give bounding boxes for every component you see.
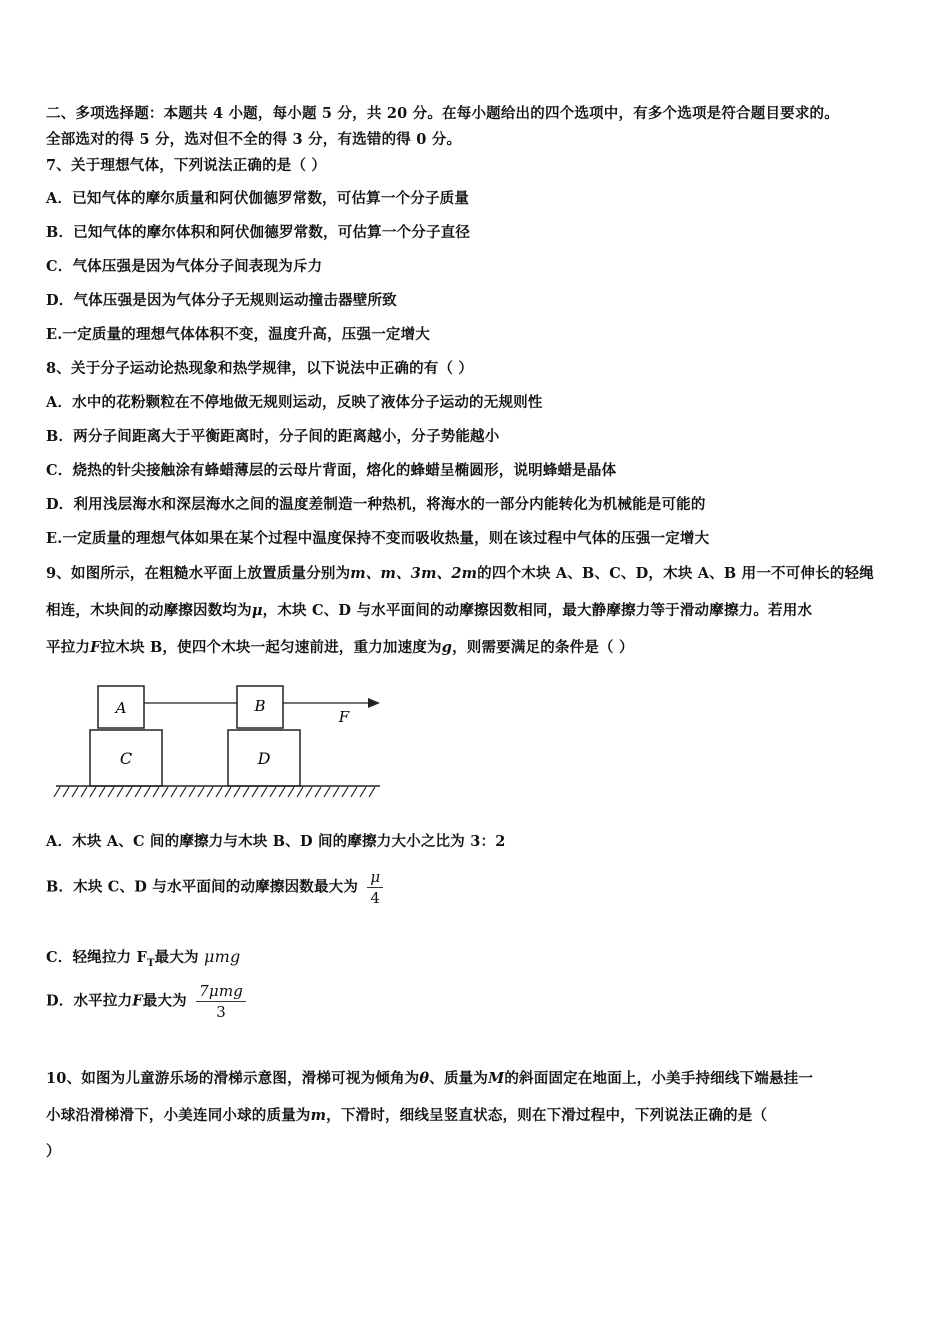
section-header-line-2: 全部选对的得 5 分，选对但不全的得 3 分，有选错的得 0 分。 [46,131,462,148]
hatch-mark [99,787,105,797]
hatch-mark [117,787,123,797]
hatch-mark [189,787,195,797]
q7-option-d: D．气体压强是因为气体分子无规则运动撞击器壁所致 [46,292,397,309]
q10-stem-line-3: ） [46,1143,61,1160]
q8-option-c: C．烧热的针尖接触涂有蜂蜡薄层的云母片背面，熔化的蜂蜡呈椭圆形，说明蜂蜡是晶体 [46,462,617,479]
label-a: A [115,699,127,717]
q7-stem: 7、关于理想气体，下列说法正确的是（ ） [46,157,327,174]
q7-option-b: B．已知气体的摩尔体积和阿伏伽德罗常数，可估算一个分子直径 [46,224,471,241]
ground-hatching [54,787,375,797]
q8-stem: 8、关于分子运动论热现象和热学规律，以下说法中正确的有（ ） [46,360,474,377]
q9-option-a: A．木块 A、C 间的摩擦力与木块 B、D 间的摩擦力大小之比为 3：2 [46,833,506,850]
q9-option-c: C．轻绳拉力 $F_T$最大为 μmg [46,947,241,969]
hatch-mark [63,787,69,797]
fraction-mu-over-4: $\frac{\mu}{4}$ [367,868,383,907]
hatch-mark [297,787,303,797]
hatch-mark [360,787,366,797]
q9-stem-line-3: 平拉力F拉木块 B，使四个木块一起匀速前进，重力加速度为g，则需要满足的条件是（ ） [46,639,634,656]
hatch-mark [153,787,159,797]
force-arrowhead [368,698,380,708]
hatch-mark [144,787,150,797]
blocks-figure [50,678,390,806]
q10-stem-line-1: 10、如图为儿童游乐场的滑梯示意图，滑梯可视为倾角为θ、质量为M的斜面固定在地面上，小美手持细线下端悬挂一 [46,1070,814,1087]
label-f: F [338,708,350,726]
q8-option-a: A．水中的花粉颗粒在不停地做无规则运动，反映了液体分子运动的无规则性 [46,394,543,411]
hatch-mark [207,787,213,797]
hatch-mark [108,787,114,797]
q9-stem-line-1: 9、如图所示，在粗糙水平面上放置质量分别为m、m、3m、2m的四个木块 A、B、C、D，木块 A、B 用一不可伸长的轻绳 [46,565,874,582]
q7-option-a: A．已知气体的摩尔质量和阿伏伽德罗常数，可估算一个分子质量 [46,190,470,207]
hatch-mark [126,787,132,797]
hatch-mark [270,787,276,797]
label-c: C [119,749,133,768]
hatch-mark [261,787,267,797]
hatch-mark [225,787,231,797]
hatch-mark [198,787,204,797]
section-header-line-1: 二、多项选择题：本题共 4 小题，每小题 5 分，共 20 分。在每小题给出的四个选项中，有多个选项是符合题目要求的。 [46,105,839,122]
hatch-mark [180,787,186,797]
hatch-mark [252,787,258,797]
label-d: D [257,749,271,768]
hatch-mark [171,787,177,797]
q8-option-b: B．两分子间距离大于平衡距离时，分子间的距离越小，分子势能越小 [46,428,500,445]
hatch-mark [351,787,357,797]
hatch-mark [90,787,96,797]
hatch-mark [234,787,240,797]
hatch-mark [324,787,330,797]
hatch-mark [135,787,141,797]
hatch-mark [72,787,78,797]
q7-option-c: C．气体压强是因为气体分子间表现为斥力 [46,258,323,275]
hatch-mark [306,787,312,797]
hatch-mark [315,787,321,797]
fraction-7mumg-over-3: $\frac{\text{7μmg}}{3}$ [196,982,246,1021]
hatch-mark [369,787,375,797]
q9-option-d: D．水平拉力F最大为 $\frac{\text{7μmg}}{3}$ [46,982,246,1021]
hatch-mark [342,787,348,797]
q10-stem-line-2: 小球沿滑梯滑下，小美连同小球的质量为m，下滑时，细线呈竖直状态，则在下滑过程中，下列说法正确的是（ [46,1107,768,1124]
hatch-mark [288,787,294,797]
q9-stem-line-2: 相连，木块间的动摩擦因数均为μ，木块 C、D 与水平面间的动摩擦因数相同，最大静摩擦力等于滑动摩擦力。若用水 [46,602,813,619]
hatch-mark [243,787,249,797]
hatch-mark [216,787,222,797]
label-b: B [254,697,266,715]
q8-option-e: E.一定质量的理想气体如果在某个过程中温度保持不变而吸收热量，则在该过程中气体的压强一定增大 [46,530,710,547]
q8-option-d: D．利用浅层海水和深层海水之间的温度差制造一种热机，将海水的一部分内能转化为机械能是可能的 [46,496,706,513]
hatch-mark [333,787,339,797]
hatch-mark [81,787,87,797]
hatch-mark [162,787,168,797]
hatch-mark [54,787,60,797]
q9-option-b: B．木块 C、D 与水平面间的动摩擦因数最大为 $\frac{\mu}{4}$ [46,868,383,907]
hatch-mark [279,787,285,797]
q7-option-e: E.一定质量的理想气体体积不变，温度升高，压强一定增大 [46,326,430,343]
